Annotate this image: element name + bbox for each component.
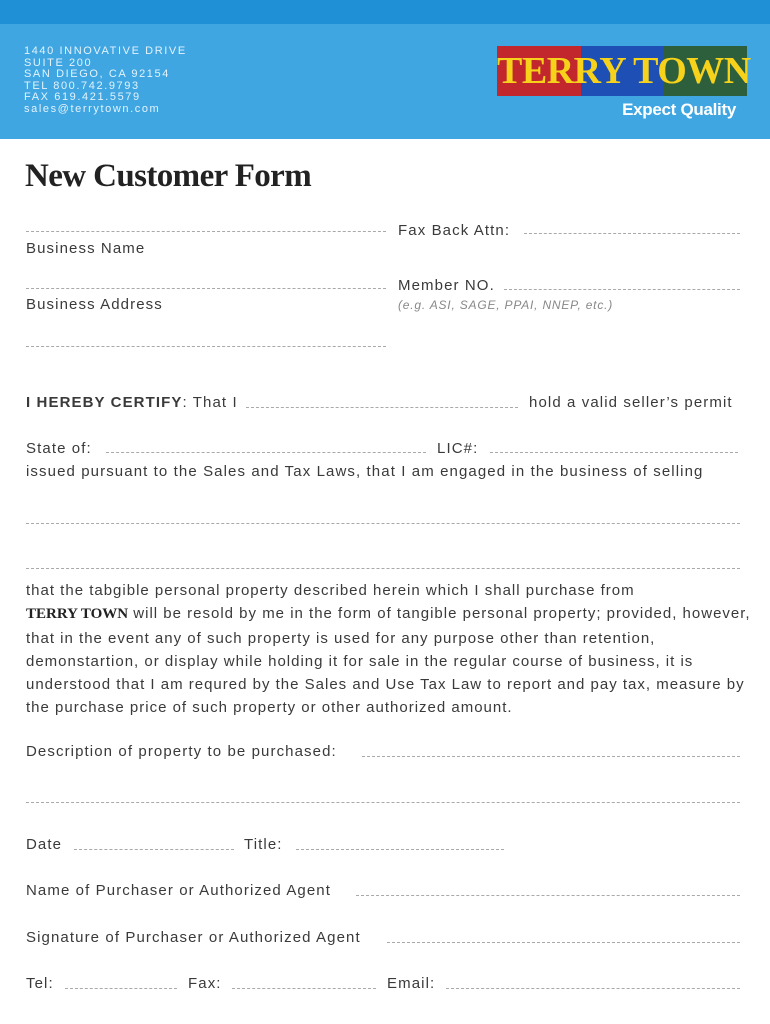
title-label: Title: xyxy=(244,836,283,853)
description-field[interactable] xyxy=(362,756,740,757)
resale-paragraph xyxy=(26,579,756,720)
address-line: 1440 INNOVATIVE DRIVE xyxy=(24,45,187,57)
signature-label: Signature of Purchaser or Authorized Agent xyxy=(26,929,361,946)
lic-label: LIC#: xyxy=(437,440,479,457)
business-address-line-2[interactable] xyxy=(26,346,386,347)
para-lead: that the tabgible personal property described herein which I shall purchase from xyxy=(26,582,635,599)
issued-text: issued pursuant to the Sales and Tax Laws, that I am engaged in the business of selling xyxy=(26,463,704,480)
email-line: sales@terrytown.com xyxy=(24,102,161,115)
state-field[interactable] xyxy=(106,452,426,453)
tagline: Expect Quality xyxy=(622,100,736,119)
description-label: Description of property to be purchased: xyxy=(26,743,337,760)
terry-town-logo xyxy=(497,46,751,96)
business-name-field[interactable] xyxy=(26,231,386,232)
address-line: SAN DIEGO, CA 92154 xyxy=(24,68,170,81)
purchaser-name-label: Name of Purchaser or Authorized Agent xyxy=(26,882,332,899)
lic-field[interactable] xyxy=(490,452,738,453)
selling-business-line-1[interactable] xyxy=(26,523,740,524)
phone-line: TEL 800.742.9793 xyxy=(24,79,140,92)
company-address xyxy=(24,46,187,116)
signature-field[interactable] xyxy=(387,942,740,943)
certify-name-field[interactable] xyxy=(246,407,518,408)
member-no-label: Member NO. xyxy=(398,277,495,294)
tel-label: Tel: xyxy=(26,975,54,992)
email-label: Email: xyxy=(387,975,436,992)
fax-back-field[interactable] xyxy=(524,233,740,234)
certify-bold: I HEREBY CERTIFY xyxy=(26,394,183,411)
date-field[interactable] xyxy=(74,849,234,850)
fax-label: Fax: xyxy=(188,975,222,992)
member-no-field[interactable] xyxy=(504,289,740,290)
certify-label xyxy=(26,394,238,411)
email-field[interactable] xyxy=(446,988,740,989)
certify-rest: : That I xyxy=(182,394,238,411)
permit-text: hold a valid seller’s permit xyxy=(529,394,733,411)
description-line-2[interactable] xyxy=(26,802,740,803)
tel-field[interactable] xyxy=(65,988,177,989)
fax-line: FAX 619.421.5579 xyxy=(24,91,141,104)
page-title: New Customer Form xyxy=(25,158,312,194)
business-name-label: Business Name xyxy=(26,240,146,257)
para-brand: TERRY TOWN xyxy=(26,606,129,623)
purchaser-name-field[interactable] xyxy=(356,895,740,896)
top-strip xyxy=(0,0,770,24)
fax-back-label: Fax Back Attn: xyxy=(398,222,511,239)
state-label: State of: xyxy=(26,440,92,457)
selling-business-line-2[interactable] xyxy=(26,568,740,569)
business-address-field[interactable] xyxy=(26,288,386,289)
business-address-label: Business Address xyxy=(26,296,163,313)
member-no-hint: (e.g. ASI, SAGE, PPAI, NNEP, etc.) xyxy=(398,298,614,312)
para-rest: will be resold by me in the form of tangible personal property; provided, however, that in the event any of such property is used for any purpose other than retention, demonstartion, or display while holding it for sale in the regular course of business, it is understood that I am requred by the Sales and Use Tax Law to report and pay tax, measure by the purchase price of such property or other authorized amount. xyxy=(26,605,751,717)
fax-field[interactable] xyxy=(232,988,376,989)
date-label: Date xyxy=(26,836,63,853)
header-band xyxy=(0,24,770,139)
logo-wordmark: TERRY TOWN xyxy=(497,50,751,92)
title-field[interactable] xyxy=(296,849,504,850)
address-line: SUITE 200 xyxy=(24,56,93,69)
